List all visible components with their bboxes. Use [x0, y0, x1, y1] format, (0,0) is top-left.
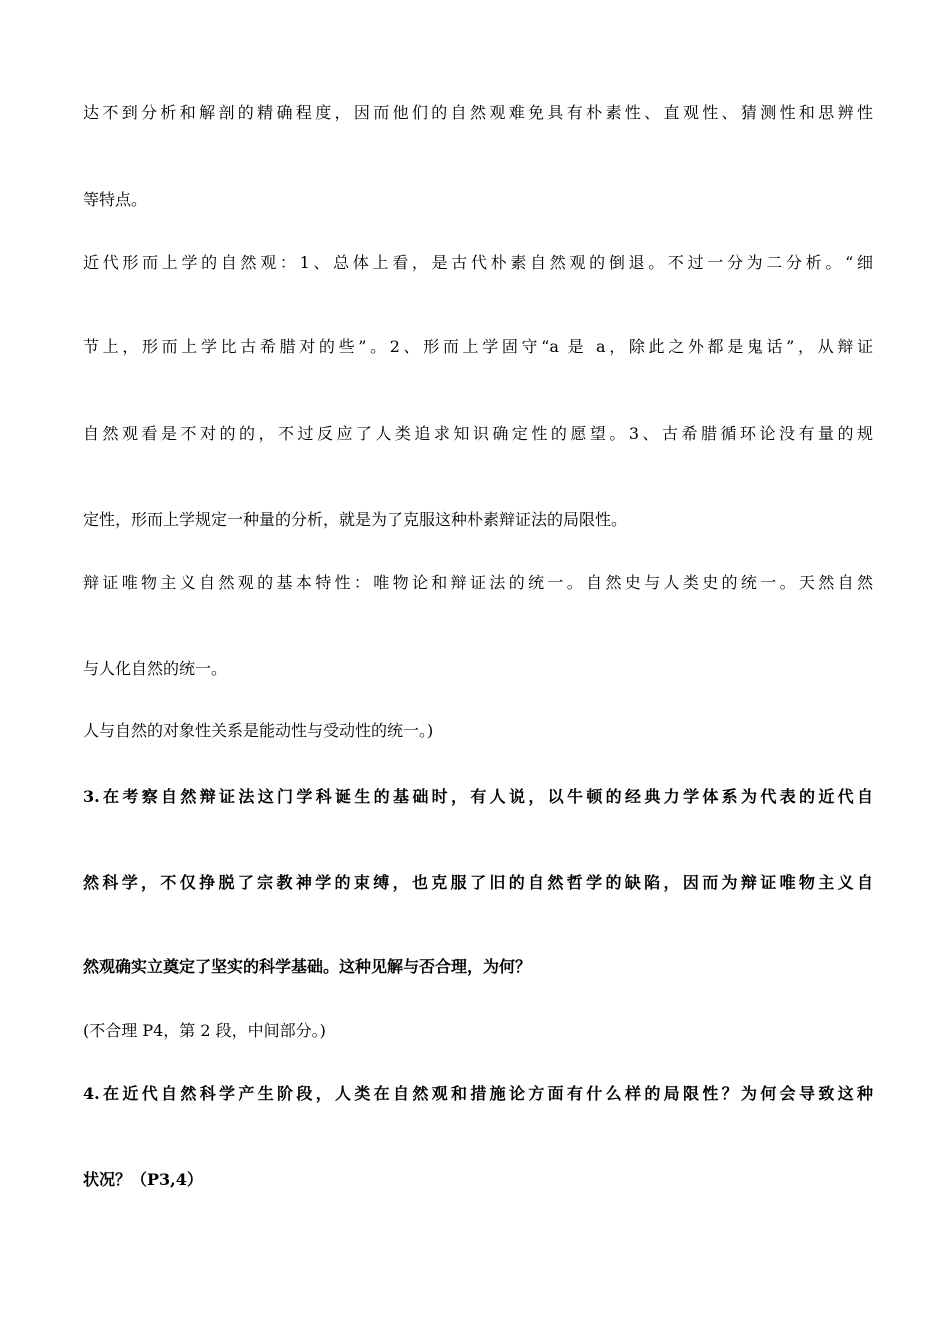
paragraph-line: 定性，形而上学规定一种量的分析，就是为了克服这种朴素辩证法的局限性。	[83, 510, 628, 529]
paragraph-line: 节上，形而上学比古希腊对的些”。2、形而上学固守“a 是 a，除此之外都是鬼话”，从辩证	[83, 337, 873, 356]
paragraph-line: 近代形而上学的自然观：1、总体上看，是古代朴素自然观的倒退。不过一分为二分析。“细	[83, 253, 873, 272]
question-line: 状况？（P3,4）	[83, 1170, 203, 1189]
question-line: 然科学，不仅挣脱了宗教神学的束缚，也克服了旧的自然哲学的缺陷，因而为辩证唯物主义自	[83, 873, 873, 892]
question-line: 3.在考察自然辩证法这门学科诞生的基础时，有人说，以牛顿的经典力学体系为代表的近代自	[83, 787, 873, 806]
paragraph-line: 等特点。	[83, 190, 148, 209]
paragraph-line: 与人化自然的统一。	[83, 659, 228, 678]
question-line: 4.在近代自然科学产生阶段，人类在自然观和措施论方面有什么样的局限性？为何会导致这种	[83, 1084, 873, 1103]
answer-line: (不合理 P4，第 2 段，中间部分。)	[83, 1021, 326, 1040]
paragraph-line: 自然观看是不对的的，不过反应了人类追求知识确定性的愿望。3、古希腊循环论没有量的规	[83, 424, 873, 443]
paragraph-line: 辩证唯物主义自然观的基本特性：唯物论和辩证法的统一。自然史与人类史的统一。天然自然	[83, 573, 873, 592]
paragraph-line: 人与自然的对象性关系是能动性与受动性的统一。)	[83, 721, 434, 740]
paragraph-line: 达不到分析和解剖的精确程度，因而他们的自然观难免具有朴素性、直观性、猜测性和思辨性	[83, 103, 873, 122]
question-line: 然观确实立奠定了坚实的科学基础。这种见解与否合理，为何？	[83, 957, 532, 976]
